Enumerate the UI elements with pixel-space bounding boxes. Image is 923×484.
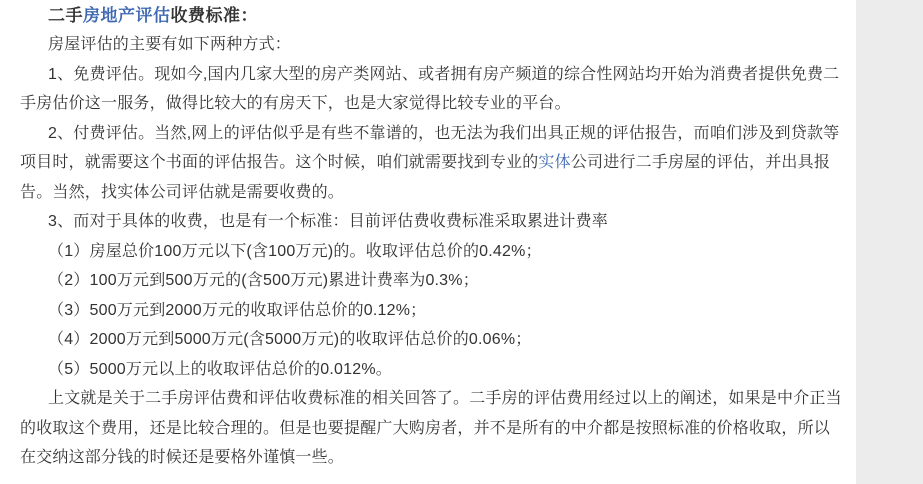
- article-title: [20, 2, 846, 30]
- page-background-panel: [856, 0, 923, 484]
- paragraph-text: （4）2000万元到5000万元(含5000万元)的收取评估总价的0.06%；: [48, 331, 532, 348]
- paragraph-text: 公司进行二手房屋的评估，并出具报告。当然，找实体公司评估就是需要收费的。: [20, 154, 831, 201]
- paragraph-text: 房屋评估的主要有如下两种方式：: [48, 36, 292, 53]
- fee-tier-item-4: [20, 325, 846, 355]
- title-link-real-estate-appraisal[interactable]: 房地产评估: [83, 6, 171, 25]
- paragraph-fee-standard: [20, 207, 846, 237]
- body-link-shiti[interactable]: 实体: [538, 154, 571, 171]
- fee-tier-item-3: [20, 296, 846, 326]
- paragraph-text: 上文就是关于二手房评估费和评估收费标准的相关回答了。二手房的评估费用经过以上的阐述，如果是中介正当的收取这个费用，还是比较合理的。但是也要提醒广大购房者，并不是所有的中介都是按照标准的价格收取，所以在交纳这部分钱的时候还是要格外谨慎一些。: [20, 390, 842, 466]
- paragraph-text: （1）房屋总价100万元以下(含100万元)的。收取评估总价的0.42%；: [48, 242, 542, 260]
- fee-tier-item-5: [20, 355, 846, 385]
- paragraph-paid-appraisal: [20, 119, 846, 208]
- paragraph-text: （3）500万元到2000万元的收取评估总价的0.12%；: [48, 301, 427, 319]
- title-text-suffix: 收费标准：: [170, 6, 258, 25]
- paragraph-text: （2）100万元到500万元的(含500万元)累进计费率为0.3%；: [48, 272, 479, 289]
- paragraph-text: 3、而对于具体的收费，也是有一个标准：目前评估费收费标准采取累进计费率: [48, 213, 608, 230]
- paragraph-conclusion: [20, 384, 846, 473]
- paragraph-intro: [20, 30, 846, 60]
- fee-tier-item-2: [20, 266, 846, 296]
- paragraph-text: （5）5000万元以上的收取评估总价的0.012%。: [48, 360, 392, 378]
- paragraph-text: 1、免费评估。现如今,国内几家大型的房产类网站、或者拥有房产频道的综合性网站均开始为消费者提供免费二手房估价这一服务，做得比较大的有房天下，也是大家觉得比较专业的平台。: [20, 65, 840, 112]
- fee-tier-item-1: [20, 237, 846, 267]
- title-text-prefix: 二手: [48, 6, 83, 25]
- paragraph-text: 2、付费评估。当然,网上的评估似乎是有些不靠谱的，也无法为我们出具正规的评估报告，而咱们涉及到贷款等项目时，就需要这个书面的评估报告。这个时候，咱们就需要找到专业的: [20, 124, 840, 171]
- paragraph-free-appraisal: [20, 60, 846, 119]
